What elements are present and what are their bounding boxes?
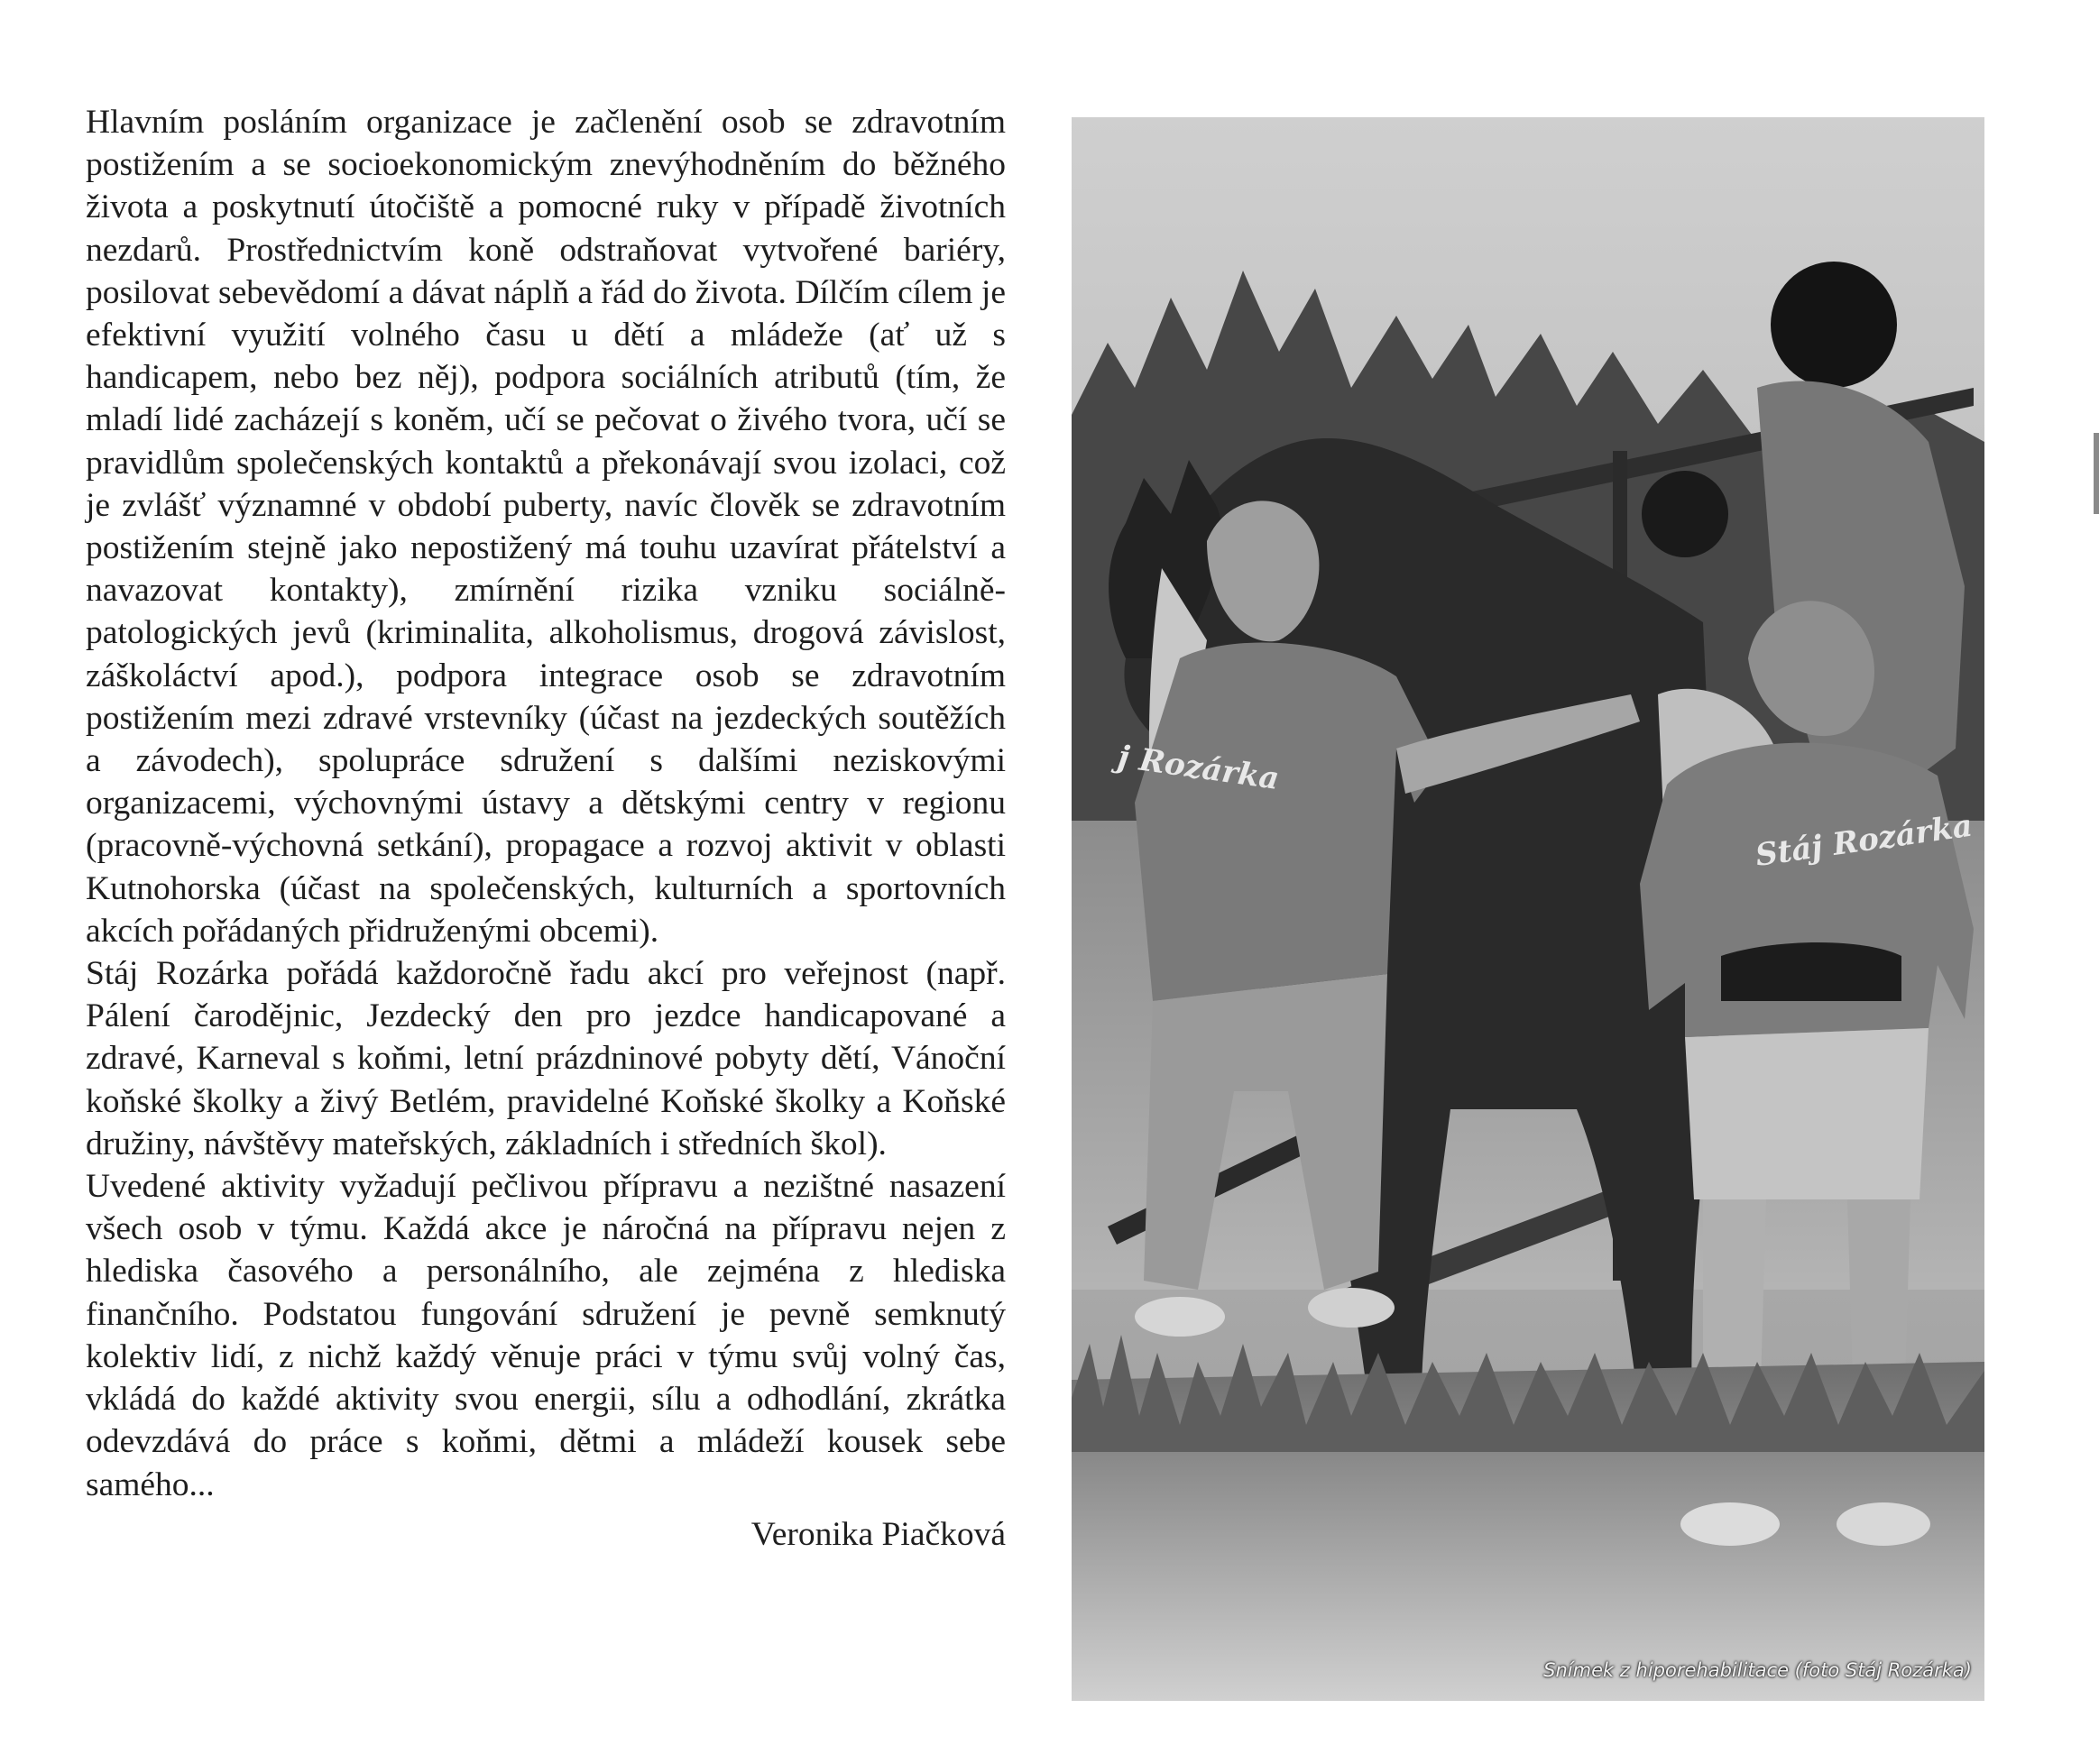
photo-caption: Snímek z hiporehabilitace (foto Stáj Rozárka) (1543, 1659, 1972, 1681)
photo-helper-right-shorts (1685, 1028, 1929, 1199)
article-paragraph-1: Hlavním posláním organizace je začlenění osob se zdravotním postižením a se socioekonomickým znevýhodněním do běžného života a poskytnutí útočiště a pomocné ruky v případě životních nezdarů. Prostřednictvím koně odstraňovat vytvořené bariéry, posilovat sebevědomí a dávat náplň a řád do života. Dílčím cílem je efektivní využití volného času u dětí a mládeže (ať už s handicapem, nebo bez něj), podpora sociálních atributů (tím, že mladí lidé zacházejí s koněm, učí se pečovat o živého tvora, učí se pravidlům společenských kontaktů a překonávají svou izolaci, což je zvlášť významné v období puberty, navíc člověk se zdravotním postižením stejně jako nepostižený má touhu uzavírat přátelství a navazovat kontakty), zmírnění rizika vzniku sociálně-patologických jevů (kriminalita, alkoholismus, drogová závislost, záškoláctví apod.), podpora integrace osob se zdravotním postižením mezi zdravé vrstevníky (účast na jezdeckých soutěžích a závodech), spolupráce sdružení s dalšími neziskovými organizacemi, výchovnými ústavy a dětskými centry v regionu (pracovně-výchovná setkání), propagace a rozvoj aktivit v oblasti Kutnohorska (účast na společenských, kulturních a sportovních akcích pořádaných přidruženými obcemi). (86, 104, 1006, 950)
article-paragraph-3: Uvedené aktivity vyžadují pečlivou přípravu a nezištné nasazení všech osob v týmu. Každá akce je náročná na přípravu nejen z hlediska časového a personálního, ale zejména z hlediska finančního. Podstatou fungování sdružení je pevně semknutý kolektiv lidí, z nichž každý věnuje práci v týmu svůj volný čas, vkládá do každé aktivity svou energii, sílu a odhodlání, zkrátka odevzdává do práce s koňmi, dětmi a mládeží kousek sebe samého... (86, 1168, 1006, 1503)
author-signature: Veronika Piačková (750, 1515, 1006, 1553)
photo-shoe (1837, 1502, 1930, 1546)
scan-edge-mark (2094, 433, 2099, 514)
photo-hanging-helmet (1642, 471, 1728, 557)
photo-illustration (1072, 117, 1984, 1701)
article-paragraph-2: Stáj Rozárka pořádá každoročně řadu akcí pro veřejnost (např. Pálení čarodějnic, Jezdecký den pro jezdce handicapované a zdravé, Karneval s koňmi, letní prázdninové pobyty dětí, Vánoční koňské školky a živý Betlém, pravidelné Koňské školky a Koňské družiny, návštěvy mateřských, základních i středních škol). (86, 955, 1006, 1162)
photo-waist-bag (1721, 942, 1901, 1001)
photo-shoe (1308, 1288, 1395, 1328)
photo-shoe (1680, 1502, 1780, 1546)
hippotherapy-photo (1072, 117, 1984, 1701)
article-text (86, 101, 1006, 1556)
photo-rider-helmet (1771, 262, 1897, 388)
photo-shirt-print-right: Stáj Rozárka (1753, 807, 1975, 874)
photo-shirt-print-left: j Rozárka (1115, 739, 1282, 797)
photo-shoe (1135, 1297, 1225, 1337)
